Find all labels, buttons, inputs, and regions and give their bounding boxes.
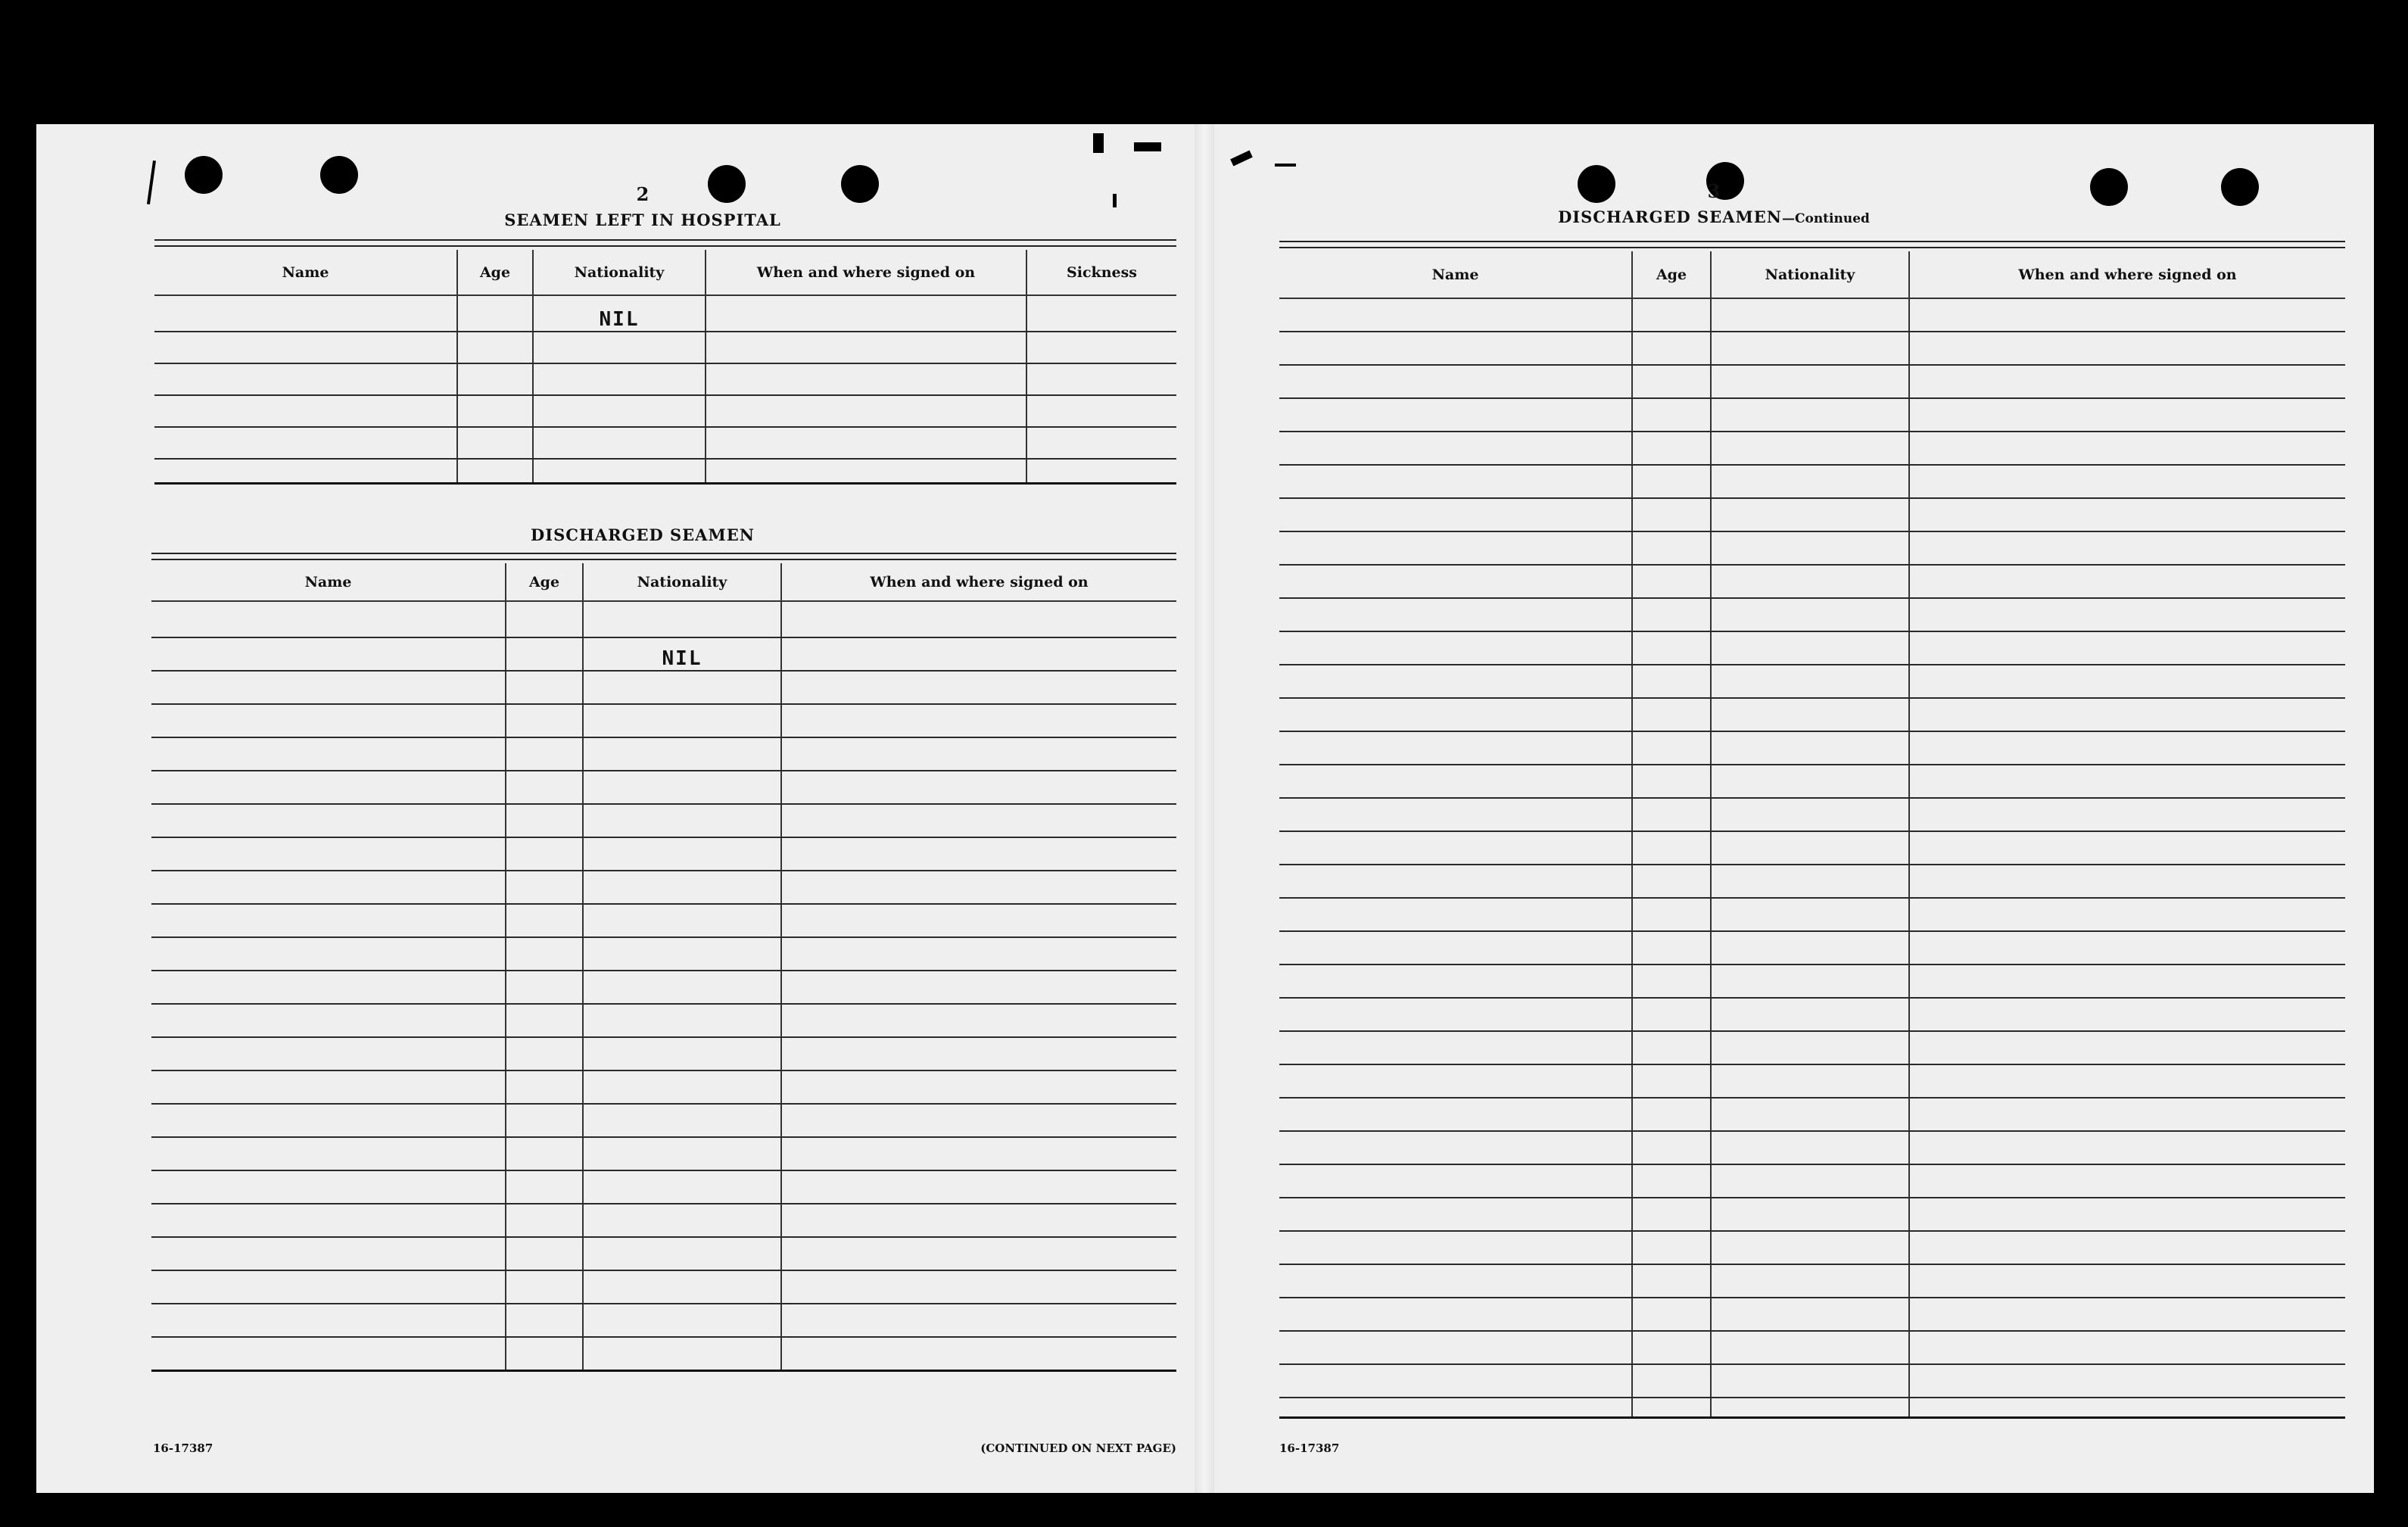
table-cell[interactable] [1026,459,1176,483]
column-header-age: Age [506,563,583,601]
table-cell[interactable] [1026,332,1176,363]
table-cell[interactable] [1711,865,1909,898]
table-cell[interactable] [151,1170,506,1204]
table-cell[interactable] [1279,565,1632,598]
table-cell[interactable] [781,804,1176,837]
table-cell[interactable] [1632,998,1711,1031]
table-cell[interactable] [154,363,457,395]
table-cell[interactable] [1909,865,2345,898]
table-cell[interactable] [151,971,506,1004]
table-cell[interactable] [457,332,533,363]
table-cell[interactable] [1711,565,1909,598]
table-cell[interactable] [533,332,706,363]
table-cell[interactable] [583,871,781,904]
table-cell[interactable] [506,771,583,804]
table-cell[interactable] [1279,1164,1632,1198]
title-suffix: —Continued [1781,211,1870,226]
table-cell[interactable] [583,937,781,971]
table-cell[interactable] [151,837,506,871]
table-cell[interactable] [1632,598,1711,631]
table-cell[interactable] [781,971,1176,1004]
table-cell[interactable] [1909,1298,2345,1331]
table-cell[interactable] [1711,665,1909,698]
table-cell[interactable] [1632,1064,1711,1098]
table-cell[interactable] [583,1104,781,1137]
table-cell[interactable] [1279,1331,1632,1364]
table-cell[interactable] [151,737,506,771]
table-cell[interactable] [506,671,583,704]
table-cell[interactable] [583,1137,781,1170]
table-cell[interactable] [1909,631,2345,665]
table-cell[interactable] [1711,465,1909,498]
table-cell[interactable] [533,295,706,332]
table-cell[interactable] [583,1004,781,1037]
table-cell[interactable] [1632,565,1711,598]
table-cell[interactable] [1279,1231,1632,1264]
table-cell[interactable] [1632,731,1711,765]
table-cell[interactable] [781,601,1176,637]
table-cell[interactable] [1711,1031,1909,1064]
table-cell[interactable] [1279,1131,1632,1164]
table-cell[interactable] [1632,1198,1711,1231]
table-cell[interactable] [1279,931,1632,965]
form-code: 16-17387 [1279,1441,1340,1455]
table-cell[interactable] [1632,432,1711,465]
table-cell[interactable] [706,332,1026,363]
table-cell[interactable] [1711,1064,1909,1098]
table-cell[interactable] [1909,1231,2345,1264]
table-cell[interactable] [781,1270,1176,1304]
table-cell[interactable] [1632,1331,1711,1364]
table-cell[interactable] [506,637,583,671]
column-header-name: Name [151,563,506,601]
table-cell[interactable] [151,937,506,971]
table-cell[interactable] [1026,427,1176,459]
table-cell[interactable] [1909,731,2345,765]
table-cell[interactable] [506,1237,583,1270]
scan-mark [1230,151,1253,167]
table-cell[interactable] [1711,1298,1909,1331]
table-cell[interactable] [1711,398,1909,432]
discharged-section-title: DISCHARGED SEAMEN [531,525,755,544]
table-cell[interactable] [151,704,506,737]
table-cell[interactable] [1711,698,1909,731]
table-cell[interactable] [781,704,1176,737]
table-cell[interactable] [781,837,1176,871]
table-cell[interactable] [706,395,1026,427]
table-cell[interactable] [151,1237,506,1270]
table-cell[interactable] [533,459,706,483]
table-cell[interactable] [151,1004,506,1037]
table-cell[interactable] [583,704,781,737]
table-cell[interactable] [151,771,506,804]
hospital-table [154,250,1176,485]
table-cell[interactable] [1632,1298,1711,1331]
table-cell[interactable] [781,871,1176,904]
table-cell[interactable] [1279,465,1632,498]
table-cell[interactable] [781,737,1176,771]
table-cell[interactable] [1279,398,1632,432]
column-header-signed-on: When and where signed on [1909,251,2345,298]
table-cell[interactable] [1909,831,2345,865]
table-cell[interactable] [154,459,457,483]
table-cell[interactable] [1711,1098,1909,1131]
table-cell[interactable] [1711,1264,1909,1298]
table-cell[interactable] [1909,1398,2345,1417]
form-code: 16-17387 [153,1441,213,1455]
table-cell[interactable] [1279,531,1632,565]
table-cell[interactable] [506,1170,583,1204]
table-cell[interactable] [506,1204,583,1237]
table-cell[interactable] [1909,665,2345,698]
table-cell[interactable] [1711,332,1909,365]
table-cell[interactable] [1909,1131,2345,1164]
table-cell[interactable] [706,295,1026,332]
table-cell[interactable] [706,427,1026,459]
right-page [1279,124,2348,1493]
table-cell[interactable] [781,1137,1176,1170]
table-cell[interactable] [1279,1031,1632,1064]
table-cell[interactable] [533,427,706,459]
table-cell[interactable] [583,771,781,804]
table-cell[interactable] [1909,1164,2345,1198]
table-cell[interactable] [506,1337,583,1370]
table-cell[interactable] [1711,731,1909,765]
nil-entry: NIL [662,647,702,670]
table-cell[interactable] [1909,598,2345,631]
table-cell[interactable] [457,295,533,332]
table-cell[interactable] [1632,398,1711,432]
table-cell[interactable] [154,427,457,459]
table-cell[interactable] [1909,1331,2345,1364]
table-cell[interactable] [151,637,506,671]
column-header-age: Age [1632,251,1711,298]
table-cell[interactable] [1632,698,1711,731]
table-cell[interactable] [1909,565,2345,598]
table-cell[interactable] [1632,1164,1711,1198]
table-cell[interactable] [151,1104,506,1137]
table-cell[interactable] [506,804,583,837]
table-cell[interactable] [1632,1098,1711,1131]
table-cell[interactable] [151,1304,506,1337]
table-cell[interactable] [154,332,457,363]
title-main: DISCHARGED SEAMEN [1558,207,1782,226]
table-cell[interactable] [781,1004,1176,1037]
table-cell[interactable] [583,1170,781,1204]
table-cell[interactable] [151,1337,506,1370]
table-cell[interactable] [781,637,1176,671]
table-cell[interactable] [583,1337,781,1370]
table-cell[interactable] [1026,295,1176,332]
table-cell[interactable] [1279,365,1632,398]
table-cell[interactable] [781,937,1176,971]
table-cell[interactable] [506,1270,583,1304]
table-cell[interactable] [781,1104,1176,1137]
table-cell[interactable] [1632,332,1711,365]
table-cell[interactable] [1279,498,1632,531]
table-cell[interactable] [1711,1364,1909,1398]
table-cell[interactable] [1909,365,2345,398]
table-cell[interactable] [506,1004,583,1037]
page-number: 3 [1707,180,1721,202]
table-cell[interactable] [1279,1298,1632,1331]
table-cell[interactable] [781,1337,1176,1370]
table-cell[interactable] [457,459,533,483]
table-cell[interactable] [533,363,706,395]
table-cell[interactable] [506,1104,583,1137]
continued-note: (CONTINUED ON NEXT PAGE) [980,1441,1176,1455]
table-cell[interactable] [781,1037,1176,1070]
discharged-continued-title [1179,207,2248,226]
table-cell[interactable] [506,1304,583,1337]
table-cell[interactable] [457,395,533,427]
table-cell[interactable] [1632,898,1711,931]
table-cell[interactable] [706,363,1026,395]
page-number: 2 [636,183,650,205]
table-cell[interactable] [1279,298,1632,332]
table-cell[interactable] [1632,1264,1711,1298]
column-header-name: Name [154,250,457,295]
table-cell[interactable] [1279,1064,1632,1098]
table-cell[interactable] [1632,1231,1711,1264]
table-cell[interactable] [583,904,781,937]
table-cell[interactable] [1279,332,1632,365]
table-cell[interactable] [1279,898,1632,931]
table-cell[interactable] [1279,631,1632,665]
column-header-nationality: Nationality [583,563,781,601]
table-cell[interactable] [151,1037,506,1070]
table-cell[interactable] [583,1237,781,1270]
table-cell[interactable] [583,637,781,671]
table-cell[interactable] [1909,765,2345,798]
table-cell[interactable] [1279,765,1632,798]
table-cell[interactable] [1632,865,1711,898]
table-cell[interactable] [1711,432,1909,465]
table-cell[interactable] [1909,531,2345,565]
table-cell[interactable] [1632,965,1711,998]
table-cell[interactable] [1279,965,1632,998]
table-cell[interactable] [1632,765,1711,798]
table-cell[interactable] [506,704,583,737]
table-cell[interactable] [1632,931,1711,965]
table-cell[interactable] [583,837,781,871]
table-cell[interactable] [781,1070,1176,1104]
table-cell[interactable] [781,1304,1176,1337]
table-cell[interactable] [1632,1131,1711,1164]
table-cell[interactable] [151,871,506,904]
table-cell[interactable] [1026,363,1176,395]
table-cell[interactable] [1909,332,2345,365]
column-header-nationality: Nationality [533,250,706,295]
hospital-rule [154,239,1176,247]
column-header-signed-on: When and where signed on [781,563,1176,601]
table-cell[interactable] [1711,898,1909,931]
table-cell[interactable] [1026,395,1176,427]
table-cell[interactable] [1279,831,1632,865]
table-cell[interactable] [151,1270,506,1304]
table-cell[interactable] [1909,298,2345,332]
table-cell[interactable] [1632,498,1711,531]
table-cell[interactable] [151,601,506,637]
table-cell[interactable] [583,1204,781,1237]
table-cell[interactable] [1711,1331,1909,1364]
table-cell[interactable] [583,1304,781,1337]
discharged-rule [151,553,1176,560]
table-cell[interactable] [1909,465,2345,498]
table-cell[interactable] [1909,1364,2345,1398]
table-cell[interactable] [583,601,781,637]
page-fold [1195,124,1214,1493]
left-page [109,124,1176,1493]
table-cell[interactable] [1909,931,2345,965]
table-cell[interactable] [583,1037,781,1070]
table-cell[interactable] [1632,365,1711,398]
table-cell[interactable] [1909,898,2345,931]
table-cell[interactable] [1711,965,1909,998]
table-cell[interactable] [1632,665,1711,698]
table-cell[interactable] [1279,731,1632,765]
table-cell[interactable] [151,671,506,704]
table-cell[interactable] [583,737,781,771]
table-cell[interactable] [1279,1198,1632,1231]
table-cell[interactable] [506,1037,583,1070]
table-cell[interactable] [1711,765,1909,798]
table-cell[interactable] [506,871,583,904]
table-cell[interactable] [1909,1064,2345,1098]
table-cell[interactable] [1279,865,1632,898]
table-cell[interactable] [1279,1098,1632,1131]
table-cell[interactable] [1279,665,1632,698]
table-cell[interactable] [781,1237,1176,1270]
table-cell[interactable] [1279,698,1632,731]
table-cell[interactable] [1279,798,1632,831]
table-cell[interactable] [781,904,1176,937]
table-cell[interactable] [583,971,781,1004]
table-cell[interactable] [1279,1264,1632,1298]
table-cell[interactable] [1909,1198,2345,1231]
table-cell[interactable] [506,971,583,1004]
table-cell[interactable] [583,1270,781,1304]
table-cell[interactable] [1711,1231,1909,1264]
table-cell[interactable] [1711,831,1909,865]
column-header-signed-on: When and where signed on [706,250,1026,295]
table-cell[interactable] [506,1137,583,1170]
table-cell[interactable] [457,363,533,395]
table-cell[interactable] [1711,931,1909,965]
table-cell[interactable] [154,395,457,427]
table-cell[interactable] [1909,1031,2345,1064]
table-cell[interactable] [1632,798,1711,831]
table-cell[interactable] [506,737,583,771]
table-cell[interactable] [151,1137,506,1170]
table-cell[interactable] [1711,1398,1909,1417]
table-cell[interactable] [781,771,1176,804]
table-cell[interactable] [1279,432,1632,465]
column-header-age: Age [457,250,533,295]
discharged-continued-table [1279,251,2345,1419]
table-cell[interactable] [506,837,583,871]
discharged-table [151,563,1176,1372]
table-cell[interactable] [583,671,781,704]
table-cell[interactable] [1279,1364,1632,1398]
table-cell[interactable] [583,1070,781,1104]
table-cell[interactable] [1711,1164,1909,1198]
table-cell[interactable] [1711,998,1909,1031]
table-cell[interactable] [1711,531,1909,565]
table-cell[interactable] [1711,598,1909,631]
table-cell[interactable] [1909,798,2345,831]
table-cell[interactable] [706,459,1026,483]
table-cell[interactable] [1909,965,2345,998]
table-cell[interactable] [1909,498,2345,531]
table-cell[interactable] [457,427,533,459]
table-cell[interactable] [1711,1131,1909,1164]
table-cell[interactable] [1711,631,1909,665]
table-cell[interactable] [1909,398,2345,432]
table-cell[interactable] [154,295,457,332]
table-cell[interactable] [1632,1364,1711,1398]
table-cell[interactable] [1279,1398,1632,1417]
table-cell[interactable] [1632,1398,1711,1417]
column-header-name: Name [1279,251,1632,298]
nil-entry: NIL [599,308,640,331]
table-cell[interactable] [506,904,583,937]
table-cell[interactable] [1711,498,1909,531]
table-cell[interactable] [1909,1264,2345,1298]
form-sheet [36,124,2374,1493]
table-cell[interactable] [781,1204,1176,1237]
table-cell[interactable] [1279,998,1632,1031]
table-cell[interactable] [1711,365,1909,398]
discharged-continued-rule [1279,241,2345,248]
table-cell[interactable] [151,1204,506,1237]
table-cell[interactable] [1632,465,1711,498]
table-cell[interactable] [1632,831,1711,865]
table-cell[interactable] [151,1070,506,1104]
table-cell[interactable] [1632,298,1711,332]
hospital-section-title: SEAMEN LEFT IN HOSPITAL [504,210,781,229]
table-cell[interactable] [151,804,506,837]
table-cell[interactable] [533,395,706,427]
table-cell[interactable] [1909,432,2345,465]
table-cell[interactable] [781,671,1176,704]
table-cell[interactable] [1711,298,1909,332]
table-cell[interactable] [1279,598,1632,631]
table-cell[interactable] [1632,631,1711,665]
table-cell[interactable] [151,904,506,937]
table-cell[interactable] [506,601,583,637]
table-cell[interactable] [1909,1098,2345,1131]
table-cell[interactable] [1711,1198,1909,1231]
table-cell[interactable] [781,1170,1176,1204]
table-cell[interactable] [1632,531,1711,565]
table-cell[interactable] [1909,698,2345,731]
table-cell[interactable] [1711,798,1909,831]
table-cell[interactable] [506,937,583,971]
table-cell[interactable] [1632,1031,1711,1064]
column-header-nationality: Nationality [1711,251,1909,298]
table-cell[interactable] [506,1070,583,1104]
table-cell[interactable] [583,804,781,837]
column-header-sickness: Sickness [1026,250,1176,295]
table-cell[interactable] [1909,998,2345,1031]
